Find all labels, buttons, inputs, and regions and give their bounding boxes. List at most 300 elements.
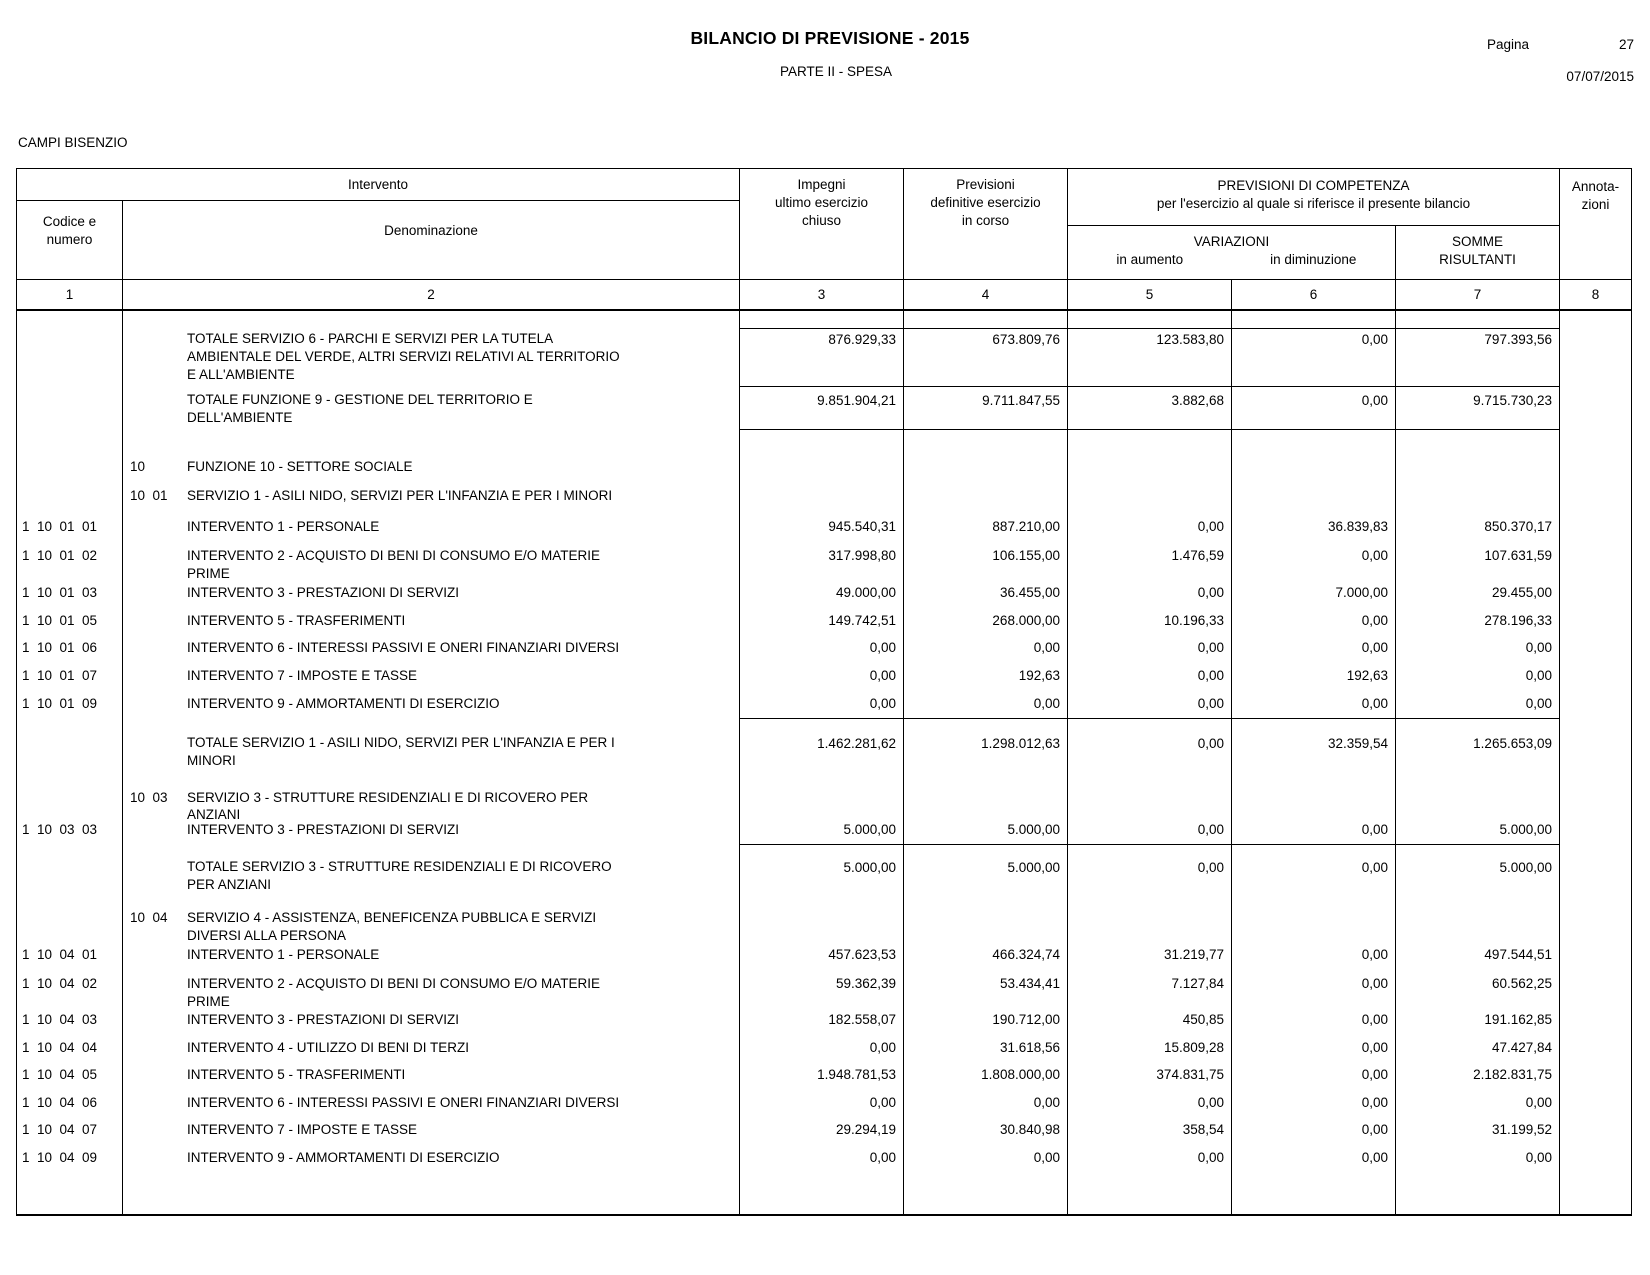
denomination-text bbox=[187, 1147, 739, 1175]
aumento-value: 450,85 bbox=[1067, 1009, 1231, 1037]
denomination-cell bbox=[122, 581, 739, 609]
total-row bbox=[17, 386, 1631, 429]
somme-value: 5.000,00 bbox=[1395, 845, 1559, 906]
column-number-4: 4 bbox=[903, 280, 1067, 312]
code-cell bbox=[17, 906, 122, 944]
denomination-line: INTERVENTO 7 - IMPOSTE E TASSE bbox=[187, 668, 418, 683]
denomination-line: SERVIZIO 1 - ASILI NIDO, SERVIZI PER L'INFANZIA E PER I MINORI bbox=[187, 488, 613, 503]
column-number-3: 3 bbox=[739, 280, 903, 312]
denomination-line: E ALL'AMBIENTE bbox=[187, 367, 295, 382]
diminuzione-value: 0,00 bbox=[1231, 387, 1395, 429]
impegni-value: 5.000,00 bbox=[739, 819, 903, 844]
impegni-value bbox=[739, 906, 903, 944]
amount-columns bbox=[739, 1147, 1559, 1175]
denomination-line: INTERVENTO 4 - UTILIZZO DI BENI DI TERZI bbox=[187, 1040, 470, 1055]
denomination-cell bbox=[122, 543, 739, 581]
header-denominazione: Denominazione bbox=[122, 201, 739, 279]
denomination-line: INTERVENTO 1 - PERSONALE bbox=[187, 947, 380, 962]
previsioni-value: 0,00 bbox=[903, 1092, 1067, 1119]
previsioni-value bbox=[903, 789, 1067, 819]
impegni-value: 59.362,39 bbox=[739, 973, 903, 1009]
previsioni-value: 887.210,00 bbox=[903, 514, 1067, 543]
somme-value: 47.427,84 bbox=[1395, 1037, 1559, 1064]
section-code bbox=[123, 514, 187, 543]
amount-columns bbox=[739, 328, 1559, 386]
section-row bbox=[17, 789, 1631, 822]
diminuzione-value bbox=[1231, 311, 1395, 328]
aumento-value: 0,00 bbox=[1067, 1147, 1231, 1175]
table-row bbox=[17, 1064, 1631, 1092]
section-row bbox=[17, 429, 1631, 484]
denomination-line: DIVERSI ALLA PERSONA bbox=[187, 928, 347, 943]
amount-columns bbox=[739, 311, 1559, 328]
diminuzione-value: 0,00 bbox=[1231, 609, 1395, 637]
aumento-value: 31.219,77 bbox=[1067, 944, 1231, 973]
previsioni-value: 0,00 bbox=[903, 1147, 1067, 1175]
table-row bbox=[17, 609, 1631, 637]
previsioni-value bbox=[903, 430, 1067, 484]
denomination-line: TOTALE SERVIZIO 6 - PARCHI E SERVIZI PER LA TUTELA bbox=[187, 331, 554, 346]
impegni-value bbox=[739, 311, 903, 328]
denomination-text bbox=[187, 819, 739, 844]
denomination-text bbox=[187, 1092, 739, 1119]
denomination-text bbox=[187, 514, 739, 543]
denomination-line: TOTALE SERVIZIO 3 - STRUTTURE RESIDENZIALI E DI RICOVERO bbox=[187, 859, 612, 874]
somme-value: 850.370,17 bbox=[1395, 514, 1559, 543]
table-row bbox=[17, 1147, 1631, 1175]
amount-columns bbox=[739, 973, 1559, 1009]
section-code bbox=[123, 637, 187, 664]
section-code bbox=[123, 1009, 187, 1037]
section-row bbox=[17, 484, 1631, 514]
header-in-diminuzione: in diminuzione bbox=[1270, 252, 1357, 267]
denomination-cell bbox=[122, 906, 739, 944]
impegni-value: 457.623,53 bbox=[739, 944, 903, 973]
denomination-cell bbox=[122, 944, 739, 973]
aumento-value: 10.196,33 bbox=[1067, 609, 1231, 637]
budget-table bbox=[16, 168, 1632, 1216]
amount-columns bbox=[739, 718, 1559, 789]
amount-columns bbox=[739, 386, 1559, 429]
denomination-cell bbox=[122, 819, 739, 844]
header-impegni-line3: chiuso bbox=[801, 213, 842, 228]
code-cell: 1 10 01 06 bbox=[22, 640, 98, 655]
denomination-line: TOTALE SERVIZIO 1 - ASILI NIDO, SERVIZI PER L'INFANZIA E PER I bbox=[187, 735, 615, 750]
denomination-line: FUNZIONE 10 - SETTORE SOCIALE bbox=[187, 459, 413, 474]
previsioni-value bbox=[903, 906, 1067, 944]
amount-columns bbox=[739, 819, 1559, 844]
diminuzione-value: 0,00 bbox=[1231, 845, 1395, 906]
code-cell: 1 10 01 07 bbox=[22, 668, 98, 683]
denomination-line: INTERVENTO 2 - ACQUISTO DI BENI DI CONSUMO E/O MATERIE bbox=[187, 548, 601, 563]
code-cell: 1 10 04 03 bbox=[22, 1012, 98, 1027]
denomination-line: ANZIANI bbox=[187, 807, 241, 822]
diminuzione-value: 0,00 bbox=[1231, 329, 1395, 386]
somme-value bbox=[1395, 1175, 1559, 1214]
denomination-line: MINORI bbox=[187, 753, 236, 768]
table-row bbox=[17, 637, 1631, 664]
code-cell bbox=[17, 311, 122, 328]
impegni-value: 0,00 bbox=[739, 637, 903, 664]
amount-columns bbox=[739, 1009, 1559, 1037]
denomination-cell bbox=[122, 1092, 739, 1119]
annotations-cell bbox=[1559, 1064, 1631, 1092]
section-code bbox=[123, 718, 187, 789]
column-number-1: 1 bbox=[65, 287, 74, 302]
code-cell bbox=[17, 484, 122, 514]
code-cell bbox=[17, 1175, 122, 1214]
aumento-value bbox=[1067, 789, 1231, 819]
denomination-line: SERVIZIO 3 - STRUTTURE RESIDENZIALI E DI RICOVERO PER bbox=[187, 790, 589, 805]
aumento-value: 0,00 bbox=[1067, 514, 1231, 543]
section-code bbox=[123, 1147, 187, 1175]
code-cell: 1 10 01 05 bbox=[22, 613, 98, 628]
somme-value bbox=[1395, 906, 1559, 944]
aumento-value: 358,54 bbox=[1067, 1119, 1231, 1147]
annotations-cell bbox=[1559, 718, 1631, 789]
impegni-value: 182.558,07 bbox=[739, 1009, 903, 1037]
previsioni-value: 36.455,00 bbox=[903, 581, 1067, 609]
somme-value: 107.631,59 bbox=[1395, 543, 1559, 581]
denomination-cell bbox=[122, 637, 739, 664]
denomination-text bbox=[187, 1175, 739, 1214]
section-code bbox=[123, 1119, 187, 1147]
section-code bbox=[123, 944, 187, 973]
denomination-line: SERVIZIO 4 - ASSISTENZA, BENEFICENZA PUBBLICA E SERVIZI bbox=[187, 910, 597, 925]
previsioni-value: 106.155,00 bbox=[903, 543, 1067, 581]
code-cell bbox=[17, 386, 122, 429]
code-cell: 1 10 01 01 bbox=[22, 519, 98, 534]
section-code bbox=[123, 1175, 187, 1214]
section-code bbox=[123, 543, 187, 581]
header-intervento: Intervento bbox=[17, 169, 739, 201]
header-codice-line1: Codice e bbox=[42, 214, 97, 229]
somme-value: 9.715.730,23 bbox=[1395, 387, 1559, 429]
aumento-value: 0,00 bbox=[1067, 581, 1231, 609]
denomination-text bbox=[187, 637, 739, 664]
aumento-value: 0,00 bbox=[1067, 845, 1231, 906]
section-code: 10 01 bbox=[130, 488, 168, 503]
spacer-row bbox=[17, 1175, 1631, 1214]
diminuzione-value bbox=[1231, 906, 1395, 944]
diminuzione-value: 0,00 bbox=[1231, 944, 1395, 973]
header-impegni bbox=[739, 169, 903, 279]
table-row bbox=[17, 1092, 1631, 1119]
previsioni-value: 268.000,00 bbox=[903, 609, 1067, 637]
annotations-cell bbox=[1559, 1147, 1631, 1175]
diminuzione-value: 36.839,83 bbox=[1231, 514, 1395, 543]
diminuzione-value: 0,00 bbox=[1231, 543, 1395, 581]
code-cell: 1 10 04 04 bbox=[22, 1040, 98, 1055]
section-code bbox=[123, 609, 187, 637]
diminuzione-value: 32.359,54 bbox=[1231, 719, 1395, 789]
previsioni-value: 0,00 bbox=[903, 692, 1067, 718]
previsioni-value: 0,00 bbox=[903, 637, 1067, 664]
impegni-value: 0,00 bbox=[739, 692, 903, 718]
table-row bbox=[17, 944, 1631, 973]
page-number-value: 27 bbox=[1618, 37, 1634, 52]
somme-value: 31.199,52 bbox=[1395, 1119, 1559, 1147]
annotations-cell bbox=[1559, 692, 1631, 718]
denomination-cell bbox=[122, 1037, 739, 1064]
code-cell: 1 10 01 03 bbox=[22, 585, 98, 600]
table-row bbox=[17, 819, 1631, 844]
denomination-line: INTERVENTO 5 - TRASFERIMENTI bbox=[187, 1067, 406, 1082]
column-number-2: 2 bbox=[122, 280, 739, 312]
section-code bbox=[123, 328, 187, 386]
denomination-line: TOTALE FUNZIONE 9 - GESTIONE DEL TERRITORIO E bbox=[187, 392, 533, 407]
denomination-text bbox=[187, 692, 739, 718]
impegni-value: 29.294,19 bbox=[739, 1119, 903, 1147]
previsioni-value: 5.000,00 bbox=[903, 819, 1067, 844]
aumento-value: 0,00 bbox=[1067, 692, 1231, 718]
denomination-cell bbox=[122, 973, 739, 1009]
code-cell: 1 10 01 09 bbox=[22, 696, 98, 711]
document-date: 07/07/2015 bbox=[1566, 69, 1634, 84]
diminuzione-value bbox=[1231, 789, 1395, 819]
previsioni-value: 190.712,00 bbox=[903, 1009, 1067, 1037]
denomination-line: INTERVENTO 2 - ACQUISTO DI BENI DI CONSUMO E/O MATERIE bbox=[187, 976, 601, 991]
diminuzione-value: 0,00 bbox=[1231, 1037, 1395, 1064]
aumento-value bbox=[1067, 906, 1231, 944]
denomination-cell bbox=[122, 718, 739, 789]
denomination-line: INTERVENTO 5 - TRASFERIMENTI bbox=[187, 613, 406, 628]
denomination-line: PRIME bbox=[187, 994, 230, 1009]
denomination-cell bbox=[122, 609, 739, 637]
denomination-line: INTERVENTO 3 - PRESTAZIONI DI SERVIZI bbox=[187, 822, 460, 837]
section-code: 10 04 bbox=[130, 910, 168, 925]
code-cell: 1 10 01 02 bbox=[22, 548, 98, 563]
code-cell: 1 10 04 01 bbox=[22, 947, 98, 962]
impegni-value bbox=[739, 789, 903, 819]
aumento-value bbox=[1067, 1175, 1231, 1214]
column-number-7: 7 bbox=[1395, 280, 1559, 312]
page-number-label: Pagina bbox=[1487, 37, 1530, 52]
table-header bbox=[17, 169, 1631, 311]
denomination-text bbox=[187, 609, 739, 637]
denomination-line: INTERVENTO 3 - PRESTAZIONI DI SERVIZI bbox=[187, 585, 460, 600]
section-code bbox=[123, 1092, 187, 1119]
denomination-line: INTERVENTO 7 - IMPOSTE E TASSE bbox=[187, 1122, 418, 1137]
somme-value bbox=[1395, 484, 1559, 514]
header-codice-line2: numero bbox=[46, 232, 93, 247]
column-number-row bbox=[17, 279, 1631, 311]
aumento-value: 3.882,68 bbox=[1067, 387, 1231, 429]
denomination-text bbox=[187, 581, 739, 609]
previsioni-value: 31.618,56 bbox=[903, 1037, 1067, 1064]
header-annotazioni-line1: Annota- bbox=[1571, 179, 1620, 194]
previsioni-value: 1.298.012,63 bbox=[903, 719, 1067, 789]
table-row bbox=[17, 1009, 1631, 1037]
page-title: BILANCIO DI PREVISIONE - 2015 bbox=[690, 28, 970, 48]
code-cell bbox=[17, 429, 122, 484]
denomination-text bbox=[187, 311, 739, 328]
amount-columns bbox=[739, 609, 1559, 637]
annotations-cell bbox=[1559, 637, 1631, 664]
annotations-cell bbox=[1559, 609, 1631, 637]
table-row bbox=[17, 581, 1631, 609]
amount-columns bbox=[739, 429, 1559, 484]
denomination-text bbox=[187, 844, 739, 906]
diminuzione-value: 192,63 bbox=[1231, 664, 1395, 692]
header-somme-risultanti bbox=[1395, 226, 1559, 279]
total-row bbox=[17, 844, 1631, 906]
impegni-value: 876.929,33 bbox=[739, 329, 903, 386]
somme-value: 0,00 bbox=[1395, 1147, 1559, 1175]
previsioni-value: 30.840,98 bbox=[903, 1119, 1067, 1147]
denomination-cell bbox=[122, 484, 739, 514]
code-cell: 1 10 04 05 bbox=[22, 1067, 98, 1082]
section-code bbox=[123, 664, 187, 692]
denomination-cell bbox=[122, 1175, 739, 1214]
impegni-value: 5.000,00 bbox=[739, 845, 903, 906]
diminuzione-value: 0,00 bbox=[1231, 1064, 1395, 1092]
aumento-value bbox=[1067, 430, 1231, 484]
annotations-cell bbox=[1559, 1092, 1631, 1119]
aumento-value: 0,00 bbox=[1067, 637, 1231, 664]
amount-columns bbox=[739, 543, 1559, 581]
annotations-cell bbox=[1559, 1175, 1631, 1214]
amount-columns bbox=[739, 1092, 1559, 1119]
denomination-text bbox=[187, 328, 739, 386]
annotations-cell bbox=[1559, 543, 1631, 581]
impegni-value: 0,00 bbox=[739, 1037, 903, 1064]
somme-value: 5.000,00 bbox=[1395, 819, 1559, 844]
header-previsioni-line2: definitive esercizio bbox=[930, 195, 1041, 210]
aumento-value bbox=[1067, 484, 1231, 514]
code-cell bbox=[17, 844, 122, 906]
previsioni-value: 53.434,41 bbox=[903, 973, 1067, 1009]
previsioni-value bbox=[903, 1175, 1067, 1214]
impegni-value: 1.948.781,53 bbox=[739, 1064, 903, 1092]
annotations-cell bbox=[1559, 664, 1631, 692]
denomination-line: INTERVENTO 6 - INTERESSI PASSIVI E ONERI FINANZIARI DIVERSI bbox=[187, 1095, 620, 1110]
table-row bbox=[17, 664, 1631, 692]
denomination-line: INTERVENTO 6 - INTERESSI PASSIVI E ONERI FINANZIARI DIVERSI bbox=[187, 640, 620, 655]
impegni-value: 0,00 bbox=[739, 664, 903, 692]
section-code bbox=[123, 581, 187, 609]
somme-value: 29.455,00 bbox=[1395, 581, 1559, 609]
diminuzione-value: 0,00 bbox=[1231, 1009, 1395, 1037]
diminuzione-value: 0,00 bbox=[1231, 1092, 1395, 1119]
section-code: 10 03 bbox=[130, 790, 168, 805]
previsioni-value: 1.808.000,00 bbox=[903, 1064, 1067, 1092]
denomination-text bbox=[187, 1119, 739, 1147]
annotations-cell bbox=[1559, 311, 1631, 328]
diminuzione-value bbox=[1231, 430, 1395, 484]
denomination-text bbox=[187, 1037, 739, 1064]
table-body bbox=[17, 311, 1631, 1214]
diminuzione-value: 0,00 bbox=[1231, 973, 1395, 1009]
header-previsioni-line1: Previsioni bbox=[956, 177, 1015, 192]
somme-value: 2.182.831,75 bbox=[1395, 1064, 1559, 1092]
denomination-text bbox=[187, 386, 739, 429]
previsioni-value: 673.809,76 bbox=[903, 329, 1067, 386]
denomination-cell bbox=[122, 664, 739, 692]
section-code bbox=[123, 1064, 187, 1092]
total-row bbox=[17, 328, 1631, 386]
denomination-text bbox=[187, 1064, 739, 1092]
code-cell: 1 10 04 06 bbox=[22, 1095, 98, 1110]
spacer-row bbox=[17, 311, 1631, 328]
table-row bbox=[17, 973, 1631, 1009]
amount-columns bbox=[739, 789, 1559, 819]
table-row bbox=[17, 1037, 1631, 1064]
previsioni-value: 466.324,74 bbox=[903, 944, 1067, 973]
somme-value: 278.196,33 bbox=[1395, 609, 1559, 637]
header-impegni-line1: Impegni bbox=[797, 177, 846, 192]
amount-columns bbox=[739, 664, 1559, 692]
amount-columns bbox=[739, 1064, 1559, 1092]
diminuzione-value bbox=[1231, 484, 1395, 514]
total-row bbox=[17, 718, 1631, 789]
header-codice-numero bbox=[17, 201, 122, 279]
denomination-cell bbox=[122, 1009, 739, 1037]
header-previsioni bbox=[903, 169, 1067, 279]
amount-columns bbox=[739, 1119, 1559, 1147]
header-previsioni-competenza bbox=[1067, 169, 1559, 226]
denomination-text bbox=[187, 973, 739, 1009]
annotations-cell bbox=[1559, 581, 1631, 609]
impegni-value: 9.851.904,21 bbox=[739, 387, 903, 429]
table-row bbox=[17, 514, 1631, 543]
denomination-line: PER ANZIANI bbox=[187, 877, 272, 892]
annotations-cell bbox=[1559, 789, 1631, 819]
amount-columns bbox=[739, 944, 1559, 973]
annotations-cell bbox=[1559, 973, 1631, 1009]
section-code bbox=[123, 844, 187, 906]
denomination-cell bbox=[122, 311, 739, 328]
aumento-value: 15.809,28 bbox=[1067, 1037, 1231, 1064]
denomination-line: PRIME bbox=[187, 566, 230, 581]
somme-value: 497.544,51 bbox=[1395, 944, 1559, 973]
code-cell bbox=[17, 328, 122, 386]
somme-value: 1.265.653,09 bbox=[1395, 719, 1559, 789]
header-competenza-line2: per l'esercizio al quale si riferisce il presente bilancio bbox=[1156, 196, 1471, 211]
table-row bbox=[17, 1119, 1631, 1147]
aumento-value: 123.583,80 bbox=[1067, 329, 1231, 386]
diminuzione-value: 0,00 bbox=[1231, 819, 1395, 844]
previsioni-value: 9.711.847,55 bbox=[903, 387, 1067, 429]
amount-columns bbox=[739, 514, 1559, 543]
annotations-cell bbox=[1559, 844, 1631, 906]
previsioni-value bbox=[903, 311, 1067, 328]
header-competenza-line1: PREVISIONI DI COMPETENZA bbox=[1217, 178, 1410, 193]
somme-value: 797.393,56 bbox=[1395, 329, 1559, 386]
annotations-cell bbox=[1559, 514, 1631, 543]
denomination-text bbox=[187, 1009, 739, 1037]
diminuzione-value: 0,00 bbox=[1231, 1147, 1395, 1175]
amount-columns bbox=[739, 692, 1559, 718]
denomination-line: INTERVENTO 1 - PERSONALE bbox=[187, 519, 380, 534]
amount-columns bbox=[739, 844, 1559, 906]
aumento-value: 0,00 bbox=[1067, 819, 1231, 844]
header-in-aumento: in aumento bbox=[1116, 252, 1184, 267]
aumento-value: 374.831,75 bbox=[1067, 1064, 1231, 1092]
header-previsioni-line3: in corso bbox=[961, 213, 1010, 228]
code-cell: 1 10 04 09 bbox=[22, 1150, 98, 1165]
denomination-text bbox=[187, 543, 739, 581]
somme-value bbox=[1395, 789, 1559, 819]
denomination-cell bbox=[122, 386, 739, 429]
previsioni-value bbox=[903, 484, 1067, 514]
aumento-value: 0,00 bbox=[1067, 1092, 1231, 1119]
impegni-value: 0,00 bbox=[739, 1147, 903, 1175]
impegni-value: 945.540,31 bbox=[739, 514, 903, 543]
section-code bbox=[123, 1037, 187, 1064]
diminuzione-value bbox=[1231, 1175, 1395, 1214]
header-somme-line1: SOMME bbox=[1451, 234, 1503, 249]
